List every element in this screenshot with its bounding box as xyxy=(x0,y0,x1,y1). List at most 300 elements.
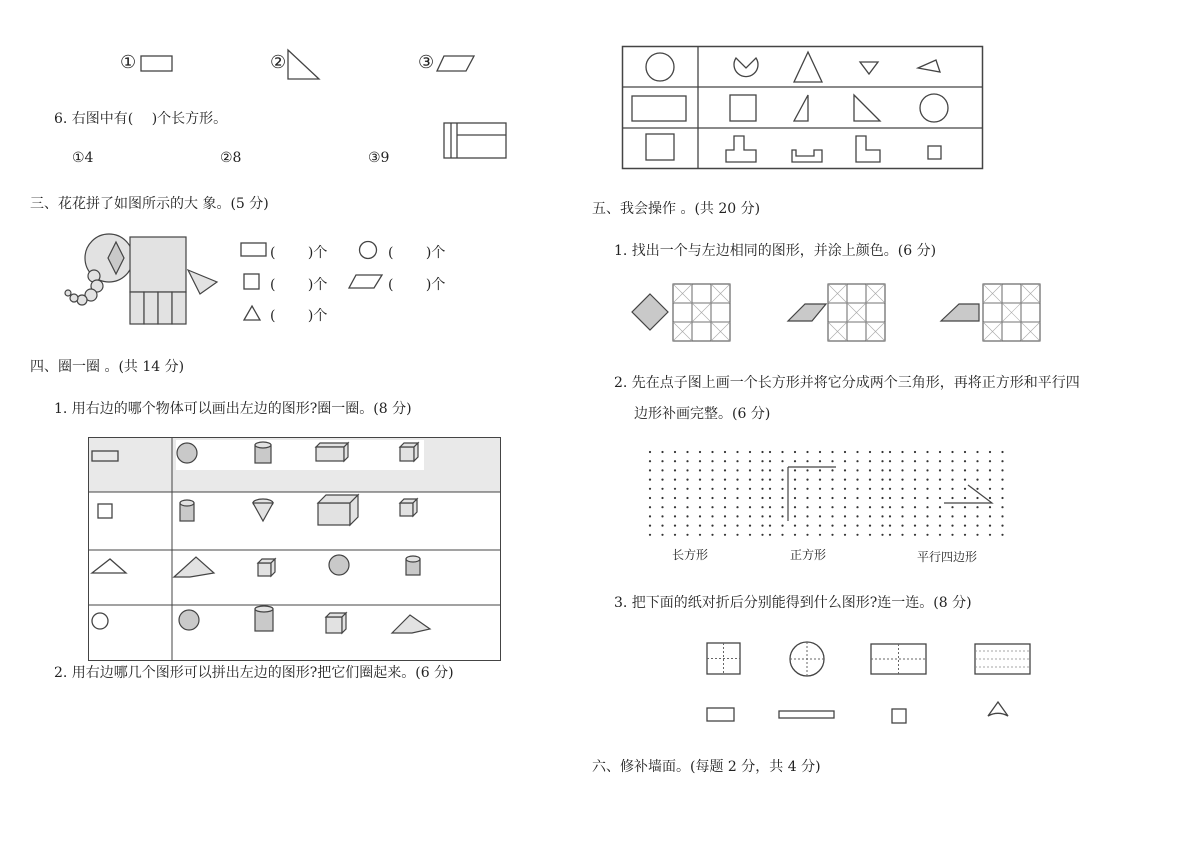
grid-dot xyxy=(869,451,871,453)
grid-dot xyxy=(869,497,871,499)
grid-dot xyxy=(856,479,858,481)
grid-dot xyxy=(794,460,796,462)
grid-dot xyxy=(844,488,846,490)
grid-dot xyxy=(674,497,676,499)
grid-dot xyxy=(964,515,966,517)
grid-dot xyxy=(699,488,701,490)
grid-dot xyxy=(989,451,991,453)
grid-dot xyxy=(761,506,763,508)
grid-dot xyxy=(724,515,726,517)
parallelogram-icon xyxy=(348,274,384,290)
grid-dot xyxy=(781,479,783,481)
blank-circle[interactable]: ( )个 xyxy=(388,245,446,261)
grid-dot xyxy=(914,460,916,462)
grid-dot xyxy=(819,525,821,527)
grid-dot xyxy=(926,469,928,471)
grid-dot xyxy=(976,515,978,517)
grid-dot xyxy=(901,488,903,490)
grid-dot xyxy=(686,479,688,481)
grid-dot xyxy=(794,479,796,481)
dot-label-parallelogram: 平行四边形 xyxy=(917,550,978,564)
grid-dot xyxy=(724,497,726,499)
grid-dot xyxy=(649,497,651,499)
grid-dot xyxy=(699,497,701,499)
grid-dot xyxy=(889,506,891,508)
q5-option-3: ③ xyxy=(418,52,435,73)
grid-dot xyxy=(951,469,953,471)
grid-dot xyxy=(869,506,871,508)
grid-dot xyxy=(989,515,991,517)
grid-dot xyxy=(711,451,713,453)
grid-dot xyxy=(769,525,771,527)
grid-dot xyxy=(806,460,808,462)
grid-dot xyxy=(844,515,846,517)
grid-dot xyxy=(736,451,738,453)
grid-dot xyxy=(711,515,713,517)
grid-dot xyxy=(674,479,676,481)
grid-dot xyxy=(831,488,833,490)
grid-dot xyxy=(951,506,953,508)
grid-dot xyxy=(889,460,891,462)
grid-dot xyxy=(989,506,991,508)
grid-dot xyxy=(736,469,738,471)
grid-dot xyxy=(976,451,978,453)
grid-dot xyxy=(881,506,883,508)
grid-dot xyxy=(686,451,688,453)
grid-dot xyxy=(819,497,821,499)
blank-rectangle[interactable]: ( )个 xyxy=(270,245,328,261)
grid-dot xyxy=(964,460,966,462)
grid-dot xyxy=(901,479,903,481)
grid-dot xyxy=(989,460,991,462)
grid-dot xyxy=(736,497,738,499)
grid-dot xyxy=(844,506,846,508)
grid-dot xyxy=(964,479,966,481)
grid-dot xyxy=(831,506,833,508)
grid-dot xyxy=(686,497,688,499)
grid-dot xyxy=(761,479,763,481)
grid-dot xyxy=(926,488,928,490)
grid-dot xyxy=(819,515,821,517)
grid-dot xyxy=(951,497,953,499)
grid-dot xyxy=(914,451,916,453)
grid-dot xyxy=(711,469,713,471)
grid-dot xyxy=(736,506,738,508)
section5-q2-line1: 2. 先在点子图上画一个长方形并将它分成两个三角形，再将正方形和平行四 xyxy=(614,375,1080,391)
grid-dot xyxy=(831,479,833,481)
grid-dot xyxy=(806,469,808,471)
grid-dot xyxy=(661,451,663,453)
grid-dot xyxy=(699,525,701,527)
grid-dot xyxy=(781,534,783,536)
grid-dot xyxy=(686,488,688,490)
grid-dot xyxy=(699,506,701,508)
grid-dot xyxy=(976,506,978,508)
grid-dot xyxy=(661,479,663,481)
grid-dot xyxy=(736,488,738,490)
grid-dot xyxy=(686,515,688,517)
grid-dot xyxy=(736,515,738,517)
grid-dot xyxy=(856,460,858,462)
grid-dot xyxy=(856,469,858,471)
grid-dot xyxy=(806,488,808,490)
grid-dot xyxy=(674,525,676,527)
grid-dot xyxy=(794,506,796,508)
grid-dot xyxy=(674,469,676,471)
grid-dot xyxy=(661,534,663,536)
grid-dot xyxy=(976,469,978,471)
section6-title: 六、修补墙面。(每题 2 分，共 4 分) xyxy=(592,759,821,775)
grid-dot xyxy=(856,488,858,490)
grid-dot xyxy=(926,515,928,517)
grid-dot xyxy=(869,460,871,462)
grid-dot xyxy=(806,451,808,453)
grid-dot xyxy=(749,525,751,527)
grid-dot xyxy=(794,451,796,453)
grid-dot xyxy=(769,451,771,453)
grid-dot xyxy=(939,525,941,527)
grid-dot xyxy=(844,479,846,481)
grid-dot xyxy=(939,451,941,453)
grid-dot xyxy=(951,515,953,517)
object-table xyxy=(88,437,502,663)
grid-dot xyxy=(856,525,858,527)
grid-dot xyxy=(686,506,688,508)
grid-dot xyxy=(806,479,808,481)
grid-dot xyxy=(649,506,651,508)
grid-dot xyxy=(881,515,883,517)
grid-dot xyxy=(951,451,953,453)
grid-dot xyxy=(806,515,808,517)
grid-dot xyxy=(711,460,713,462)
grid-dot xyxy=(674,460,676,462)
grid-dot xyxy=(661,488,663,490)
section4-q2: 2. 用右边哪几个图形可以拼出左边的图形?把它们圈起来。(6 分) xyxy=(54,665,454,681)
grid-dot xyxy=(674,488,676,490)
grid-dot xyxy=(761,488,763,490)
grid-dot xyxy=(781,515,783,517)
grid-dot xyxy=(781,488,783,490)
grid-dot xyxy=(711,534,713,536)
grid-dot xyxy=(939,515,941,517)
q5-option-1: ① xyxy=(120,52,137,73)
parallelogram-shape xyxy=(436,55,476,73)
grid-dot xyxy=(976,497,978,499)
grid-dot xyxy=(649,479,651,481)
grid-dot xyxy=(781,469,783,471)
grid-dot xyxy=(976,525,978,527)
grid-dot xyxy=(869,488,871,490)
blank-triangle[interactable]: ( )个 xyxy=(270,308,328,324)
grid-dot xyxy=(964,451,966,453)
grid-dot xyxy=(901,506,903,508)
grid-dot xyxy=(901,469,903,471)
grid-dot xyxy=(831,515,833,517)
grid-dot xyxy=(844,534,846,536)
grid-dot xyxy=(819,460,821,462)
grid-dot xyxy=(749,506,751,508)
grid-dot xyxy=(819,506,821,508)
section3-title: 三、花花拼了如图所示的大 象。(5 分) xyxy=(30,196,269,212)
grid-dot xyxy=(926,460,928,462)
grid-dot xyxy=(749,534,751,536)
grid-dot xyxy=(686,460,688,462)
grid-dot xyxy=(844,469,846,471)
grid-dot xyxy=(1001,488,1003,490)
grid-dot xyxy=(769,497,771,499)
grid-dot xyxy=(914,479,916,481)
grid-dot xyxy=(674,515,676,517)
grid-dot xyxy=(699,534,701,536)
grid-dot xyxy=(806,525,808,527)
grid-dot xyxy=(649,525,651,527)
grid-dot xyxy=(686,525,688,527)
grid-dot xyxy=(926,497,928,499)
section5-q2-line2: 边形补画完整。(6 分) xyxy=(634,406,771,422)
grid-dot xyxy=(881,534,883,536)
grid-dot xyxy=(889,534,891,536)
grid-dot xyxy=(794,469,796,471)
grid-dot xyxy=(699,479,701,481)
grid-dot xyxy=(806,506,808,508)
grid-dot xyxy=(831,534,833,536)
grid-dot xyxy=(699,515,701,517)
section5-q3: 3. 把下面的纸对折后分别能得到什么图形?连一连。(8 分) xyxy=(614,595,972,611)
grid-dot xyxy=(781,506,783,508)
grid-dot xyxy=(649,469,651,471)
grid-dot xyxy=(844,525,846,527)
grid-dot xyxy=(736,534,738,536)
dot-grids xyxy=(646,450,1026,540)
grid-dot xyxy=(869,469,871,471)
grid-dot xyxy=(939,488,941,490)
grid-dot xyxy=(761,451,763,453)
grid-dot xyxy=(964,506,966,508)
grid-dot xyxy=(661,460,663,462)
square-icon xyxy=(243,273,261,291)
grid-dot xyxy=(711,479,713,481)
grid-dot xyxy=(661,515,663,517)
grid-dot xyxy=(699,460,701,462)
grid-dot xyxy=(914,469,916,471)
grid-dot xyxy=(736,460,738,462)
q6-option-2: ②8 xyxy=(220,150,242,166)
grid-dot xyxy=(976,534,978,536)
grid-dot xyxy=(889,497,891,499)
grid-dot xyxy=(926,506,928,508)
grid-dot xyxy=(881,451,883,453)
grid-dot xyxy=(736,479,738,481)
blank-parallelogram[interactable]: ( )个 xyxy=(388,277,446,293)
grid-dot xyxy=(951,460,953,462)
q6-prompt: 6. 右图中有( )个长方形。 xyxy=(54,111,228,127)
rectangle-count-figure xyxy=(443,122,509,160)
grid-dot xyxy=(881,460,883,462)
grid-dot xyxy=(761,515,763,517)
section4-title: 四、圈一圈 。(共 14 分) xyxy=(30,359,185,375)
grid-dot xyxy=(1001,506,1003,508)
grid-dot xyxy=(649,451,651,453)
grid-dot xyxy=(869,479,871,481)
grid-dot xyxy=(914,488,916,490)
elephant-figure xyxy=(60,232,222,327)
grid-dot xyxy=(819,469,821,471)
rectangle-icon xyxy=(240,242,268,258)
grid-dot xyxy=(889,469,891,471)
grid-dot xyxy=(1001,525,1003,527)
grid-dot xyxy=(856,534,858,536)
grid-dot xyxy=(869,534,871,536)
grid-dot xyxy=(926,525,928,527)
circle-icon xyxy=(358,240,378,260)
grid-dot xyxy=(831,497,833,499)
grid-dot xyxy=(881,525,883,527)
blank-square[interactable]: ( )个 xyxy=(270,277,328,293)
grid-dot xyxy=(831,451,833,453)
grid-dot xyxy=(819,488,821,490)
grid-dot xyxy=(806,497,808,499)
grid-dot xyxy=(781,451,783,453)
grid-dot xyxy=(989,497,991,499)
grid-dot xyxy=(761,525,763,527)
grid-dot xyxy=(914,534,916,536)
grid-dot xyxy=(964,525,966,527)
grid-dot xyxy=(964,497,966,499)
grid-dot xyxy=(661,506,663,508)
grid-dot xyxy=(769,534,771,536)
grid-dot xyxy=(724,525,726,527)
grid-dot xyxy=(761,534,763,536)
grid-dot xyxy=(661,497,663,499)
grid-dot xyxy=(901,525,903,527)
grid-dot xyxy=(1001,451,1003,453)
grid-dot xyxy=(674,534,676,536)
grid-dot xyxy=(856,515,858,517)
grid-dot xyxy=(749,497,751,499)
grid-dot xyxy=(674,451,676,453)
grid-dot xyxy=(761,497,763,499)
grid-dot xyxy=(724,506,726,508)
grid-dot xyxy=(964,469,966,471)
grid-dot xyxy=(901,515,903,517)
grid-dot xyxy=(989,479,991,481)
grid-dot xyxy=(881,479,883,481)
grid-dot xyxy=(769,515,771,517)
grid-dot xyxy=(711,488,713,490)
grid-dot xyxy=(914,506,916,508)
grid-dot xyxy=(649,460,651,462)
fold-papers xyxy=(700,638,1040,728)
grid-dot xyxy=(964,534,966,536)
grid-dot xyxy=(806,534,808,536)
section5-q1: 1. 找出一个与左边相同的图形，并涂上颜色。(6 分) xyxy=(614,243,937,259)
grid-dot xyxy=(649,488,651,490)
grid-dot xyxy=(781,497,783,499)
section5-title: 五、我会操作 。(共 20 分) xyxy=(592,201,761,217)
grid-dot xyxy=(649,515,651,517)
grid-dot xyxy=(749,488,751,490)
grid-dot xyxy=(699,469,701,471)
grid-dot xyxy=(794,497,796,499)
grid-dot xyxy=(749,469,751,471)
grid-dot xyxy=(989,469,991,471)
grid-dot xyxy=(781,525,783,527)
grid-dot xyxy=(1001,460,1003,462)
grid-dot xyxy=(869,525,871,527)
grid-dot xyxy=(951,488,953,490)
grid-dot xyxy=(724,451,726,453)
grid-dot xyxy=(1001,534,1003,536)
grid-dot xyxy=(939,497,941,499)
grid-dot xyxy=(976,488,978,490)
grid-dot xyxy=(889,488,891,490)
grid-dot xyxy=(711,506,713,508)
grid-dot xyxy=(661,525,663,527)
grid-dot xyxy=(686,469,688,471)
grid-dot xyxy=(661,469,663,471)
grid-dot xyxy=(769,488,771,490)
grid-dot xyxy=(749,460,751,462)
grid-dot xyxy=(881,488,883,490)
grid-dot xyxy=(699,451,701,453)
right-triangle-shape xyxy=(286,48,322,82)
grid-dot xyxy=(769,479,771,481)
grid-dot xyxy=(939,479,941,481)
grid-dot xyxy=(989,488,991,490)
grid-dot xyxy=(869,515,871,517)
grid-dot xyxy=(769,460,771,462)
grid-dot xyxy=(926,534,928,536)
grid-dot xyxy=(769,506,771,508)
grid-dot xyxy=(939,460,941,462)
grid-dot xyxy=(939,469,941,471)
section4-q1: 1. 用右边的哪个物体可以画出左边的图形?圈一圈。(8 分) xyxy=(54,401,412,417)
grid-dot xyxy=(749,451,751,453)
grid-dot xyxy=(649,534,651,536)
grid-dot xyxy=(761,469,763,471)
dot-label-square: 正方形 xyxy=(790,548,827,562)
grid-dot xyxy=(749,479,751,481)
grid-dot xyxy=(724,460,726,462)
grid-dot xyxy=(831,460,833,462)
grid-dot xyxy=(976,460,978,462)
grid-dot xyxy=(856,506,858,508)
q6-option-1: ①4 xyxy=(72,150,94,166)
grid-dot xyxy=(761,460,763,462)
grid-dot xyxy=(976,479,978,481)
grid-dot xyxy=(926,479,928,481)
grid-dot xyxy=(844,451,846,453)
grid-dot xyxy=(819,451,821,453)
grid-dot xyxy=(951,479,953,481)
grid-dot xyxy=(794,534,796,536)
grid-dot xyxy=(914,497,916,499)
grid-dot xyxy=(674,506,676,508)
grid-dot xyxy=(724,479,726,481)
grid-dot xyxy=(1001,469,1003,471)
grid-dot xyxy=(844,497,846,499)
grid-dot xyxy=(939,534,941,536)
grid-dot xyxy=(831,469,833,471)
grid-dot xyxy=(724,469,726,471)
grid-dot xyxy=(781,460,783,462)
grid-dot xyxy=(686,534,688,536)
grid-dot xyxy=(1001,479,1003,481)
grid-dot xyxy=(769,469,771,471)
grid-dot xyxy=(964,488,966,490)
grid-dot xyxy=(856,497,858,499)
grid-dot xyxy=(724,488,726,490)
